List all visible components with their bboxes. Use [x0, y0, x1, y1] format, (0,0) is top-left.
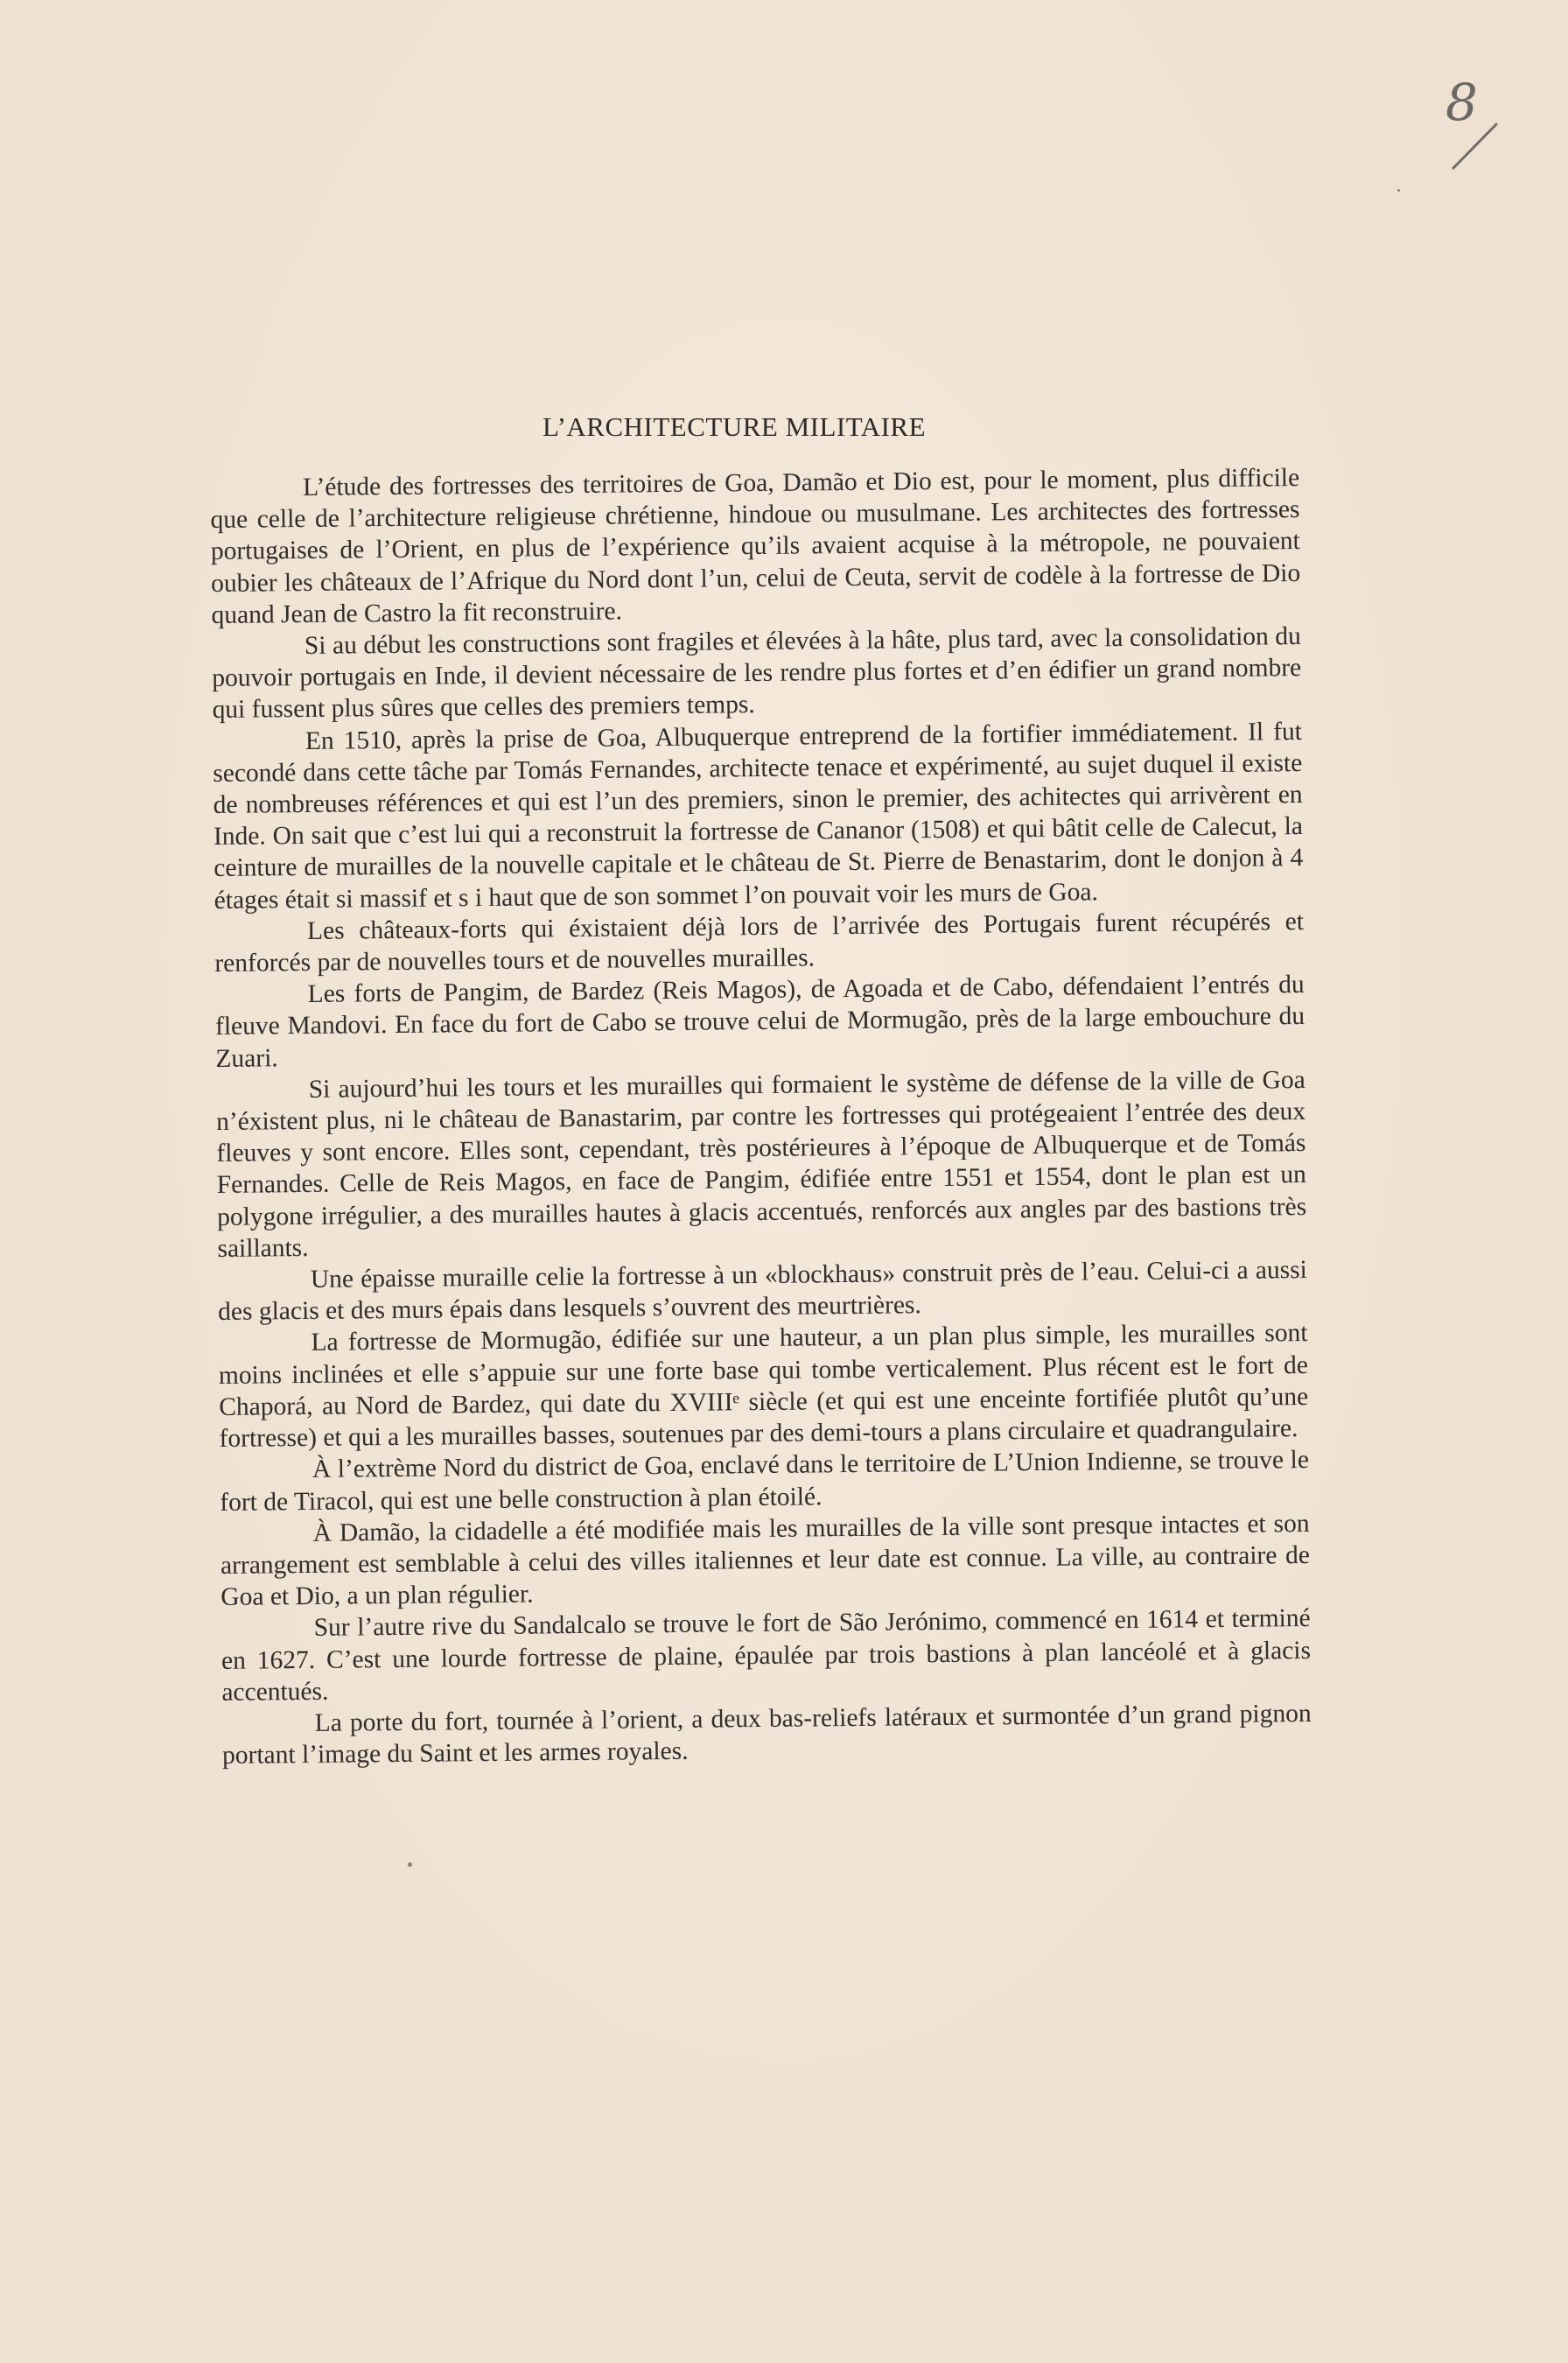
- paragraph: Sur l’autre rive du Sandalcalo se trouve le fort de São Jerónimo, commencé en 1614 et terminé en 1627. C’est une lourde fortresse de plaine, épaulée par trois bastions à plan lancéolé et à glacis accentués.: [220, 1604, 1312, 1707]
- paragraph: La fortresse de Mormugão, édifiée sur une hauteur, a un plan plus simple, les murailles sont moins inclinées et elle s’appuie sur une forte base qui tombe verticalement. Plus récent est le fort de Chaporá, au Nord de Bardez, qui date du XVIIIᵉ siècle (et qui est une enceinte fortifiée plutôt qu’une fortresse) et qui a les murailles basses, soutenues par des demi-tours a plans circulaire et quadrangulaire.: [218, 1319, 1309, 1454]
- paragraph: Une épaisse muraille celie la fortresse à un «blockhaus» construit près de l’eau. Celui-ci a aussi des glacis et des murs épais dans lesquels s’ouvrent des meurtrières.: [218, 1256, 1307, 1327]
- document-title: L’ARCHITECTURE MILITAIRE: [542, 411, 927, 442]
- paragraph: À l’extrème Nord du district de Goa, enclavé dans le territoire de L’Union Indienne, se trouve le fort de Tiracol, qui est une belle construction à plan étoilé.: [220, 1446, 1310, 1517]
- paper-speck: [408, 1862, 412, 1867]
- page-number: 8: [1446, 73, 1478, 132]
- paragraph: En 1510, après la prise de Goa, Albuquerque entreprend de la fortifier immédiatement. Il fut secondé dans cette tâche par Tomás Fernandes, architecte tenace et expérimenté, au sujet duquel il existe de nombreuses références et qui est l’un des premiers, sinon le premier, des achitectes qui arrivèrent en Inde. On sait que c’est lui qui a reconstruit la fortresse de Cananor (1508) et qui bâtit celle de Calecut, la ceinture de murailles de la nouvelle capitale et le château de St. Pierre de Benastarim, dont le donjon à 4 étages était si massif et s i haut que de son sommet l’on pouvait voir les murs de Goa.: [213, 717, 1304, 915]
- pencil-slash-mark: [1448, 123, 1501, 175]
- paragraph: Les châteaux-forts qui éxistaient déjà lors de l’arrivée des Portugais furent récupérés et renforcés par de nouvelles tours et de nouvelles murailles.: [214, 907, 1305, 978]
- paragraph: La porte du fort, tournée à l’orient, a deux bas-reliefs latéraux et surmontée d’un grand pignon portant l’image du Saint et les armes royales.: [221, 1699, 1312, 1770]
- document-body: [210, 462, 1312, 1771]
- paragraph: Si au début les constructions sont fragiles et élevées à la hâte, plus tard, avec la consolidation du pouvoir portugais en Inde, il devient nécessaire de les rendre plus fortes et d’en édifier un grand nombre qui fussent plus sûres que celles des premiers temps.: [212, 622, 1302, 725]
- paper-speck: [1397, 189, 1400, 192]
- paragraph: L’étude des fortresses des territoires de Goa, Damão et Dio est, pour le moment, plus difficile que celle de l’architecture religieuse chrétienne, hindoue ou musulmane. Les architectes des fortresses portugaises de l’Orient, en plus de l’expérience qu’ils avaient acquise à la métropole, ne pouvaient oubier les châteaux de l’Afrique du Nord dont l’un, celui de Ceuta, servit de codèle à la fortresse de Dio quand Jean de Castro la fit reconstruire.: [210, 464, 1301, 629]
- paragraph: À Damão, la cidadelle a été modifiée mais les murailles de la ville sont presque intactes et son arrangement est semblable à celui des villes italiennes et leur date est connue. La ville, au contraire de Goa et Dio, a un plan régulier.: [220, 1509, 1311, 1612]
- paragraph: Si aujourd’hui les tours et les murailles qui formaient le système de défense de la ville de Goa n’éxistent plus, ni le château de Banastarim, par contre les fortresses qui protégeaient l’entrée des deux fleuves y sont encore. Elles sont, cependant, très postérieures à l’époque de Albuquerque et de Tomás Fernandes. Celle de Reis Magos, en face de Pangim, édifiée entre 1551 et 1554, dont le plan est un polygone irrégulier, a des murailles hautes à glacis accentués, renforcés aux angles par des bastions très saillants.: [215, 1065, 1307, 1263]
- paragraph: Les forts de Pangim, de Bardez (Reis Magos), de Agoada et de Cabo, défendaient l’entrés du fleuve Mandovi. En face du fort de Cabo se trouve celui de Mormugão, près de la large embouchure du Zuari.: [214, 971, 1306, 1073]
